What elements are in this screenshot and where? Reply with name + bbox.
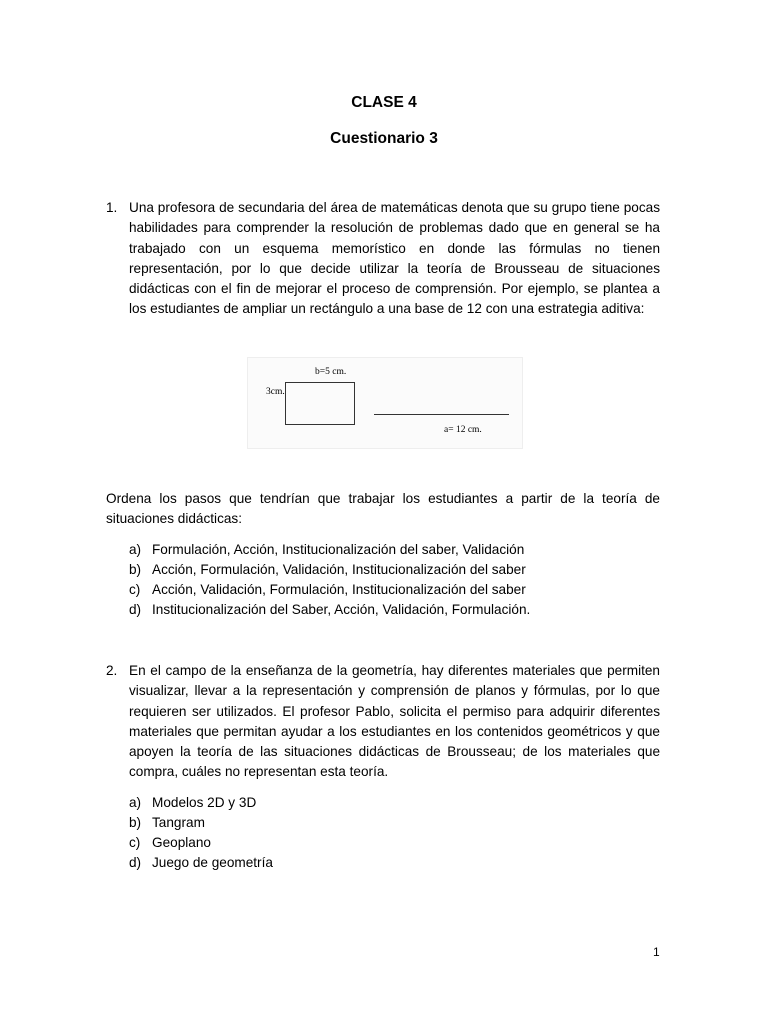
figure-base-label: b=5 cm. (315, 367, 347, 377)
figure-rectangle (285, 382, 355, 425)
figure-height-label: 3cm. (266, 387, 285, 397)
option-letter: c) (129, 582, 141, 598)
question-1 (106, 198, 660, 320)
question-2 (106, 661, 660, 783)
page-number: 1 (653, 945, 660, 959)
option-letter: d) (129, 602, 142, 618)
option-letter: a) (129, 795, 142, 810)
option-c (129, 580, 530, 600)
option-b (129, 560, 530, 580)
question-2-number: 2. (106, 663, 118, 678)
figure-new-base-label: a= 12 cm. (444, 425, 482, 435)
page-title: CLASE 4 (351, 94, 417, 111)
option-a (129, 540, 530, 560)
question-2-options (129, 793, 273, 873)
option-text: Juego de geometría (152, 855, 273, 871)
option-text: Modelos 2D y 3D (152, 795, 257, 810)
figure-new-base-line (374, 414, 509, 415)
page-subtitle: Cuestionario 3 (330, 130, 438, 147)
option-letter: a) (129, 542, 142, 557)
question-2-text: En el campo de la enseñanza de la geometría, hay diferentes materiales que permiten visualizar, llevar a la representación y comprensión de planos y fórmulas, por lo que requieren ser utilizados. El profesor Pablo, solicita el permiso para adquirir diferentes materiales que permitan ayudar a los estudiantes en los contenidos geométricos y que apoyen la teoría de las situaciones didácticas de Brousseau; de los materiales que compra, cuáles no representan esta teoría. (129, 663, 660, 780)
option-text: Institucionalización del Saber, Acción, Validación, Formulación. (152, 602, 531, 618)
option-c (129, 833, 273, 853)
rectangle-figure (247, 357, 523, 449)
question-1-text: Una profesora de secundaria del área de matemáticas denota que su grupo tiene pocas habilidades para comprender la resolución de problemas dado que en general se ha trabajado con un esquema memorístico en donde las fórmulas no tienen representación, por lo que decide utilizar la teoría de Brousseau de situaciones didácticas con el fin de mejorar el proceso de comprensión. Por ejemplo, se plantea a los estudiantes de ampliar un rectángulo a una base de 12 con una estrategia aditiva: (129, 200, 660, 317)
option-text: Tangram (152, 815, 205, 831)
option-text: Acción, Validación, Formulación, Institucionalización del saber (152, 582, 526, 598)
option-text: Acción, Formulación, Validación, Institucionalización del saber (152, 562, 526, 578)
option-text: Formulación, Acción, Institucionalización del saber, Validación (152, 542, 525, 557)
question-1-prompt: Ordena los pasos que tendrían que trabajar los estudiantes a partir de la teoría de situaciones didácticas: (106, 491, 660, 527)
option-letter: d) (129, 855, 142, 871)
option-letter: c) (129, 835, 141, 851)
option-text: Geoplano (152, 835, 211, 851)
option-letter: b) (129, 815, 142, 831)
question-1-number: 1. (106, 200, 118, 215)
option-d (129, 600, 530, 620)
option-a (129, 793, 273, 813)
option-d (129, 853, 273, 873)
option-b (129, 813, 273, 833)
option-letter: b) (129, 562, 142, 578)
question-1-options (129, 540, 530, 620)
